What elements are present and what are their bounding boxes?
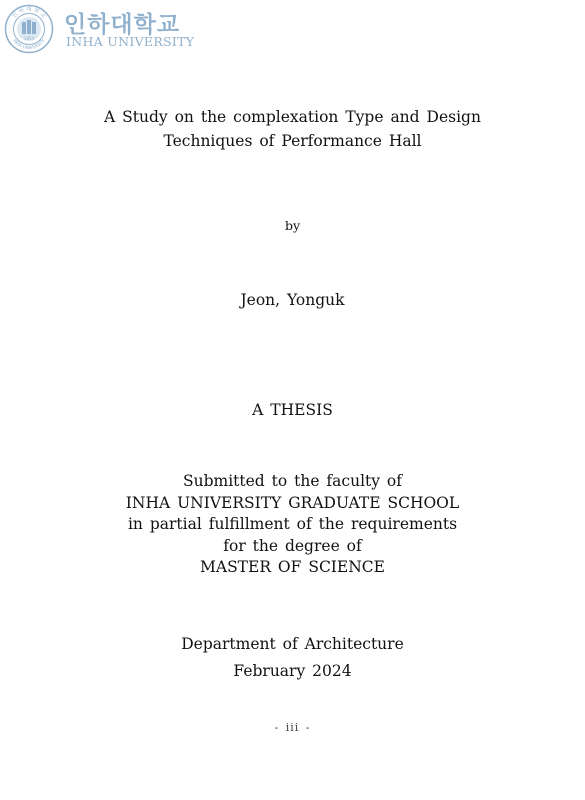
svg-text:INHA UNIVERSITY: INHA UNIVERSITY [11,38,47,52]
thesis-title-line-1: A Study on the complexation Type and Design [104,108,481,126]
svg-text:1954: 1954 [23,36,35,41]
page-number: - iii - [274,721,311,734]
author-name: Jeon, Yonguk [240,291,345,309]
logo-korean-name: 인하대학교 [64,12,181,38]
svg-text:인 하 대 학 교: 인 하 대 학 교 [11,7,47,20]
university-seal-icon [4,4,54,54]
university-logo [4,4,204,54]
logo-english-name: INHA UNIVERSITY [66,34,195,49]
document-type: A THESIS [252,401,333,419]
department-name: Department of Architecture [181,635,404,653]
submission-line-1: Submitted to the faculty of [182,472,403,490]
thesis-title-line-2: Techniques of Performance Hall [163,132,422,150]
by-label: by [284,218,301,233]
submission-date: February 2024 [233,662,352,680]
submission-line-4: for the degree of [223,537,362,555]
submission-line-2: INHA UNIVERSITY GRADUATE SCHOOL [125,494,460,512]
degree-name: MASTER OF SCIENCE [200,558,385,576]
submission-line-3: in partial fulfillment of the requirements [127,515,458,533]
